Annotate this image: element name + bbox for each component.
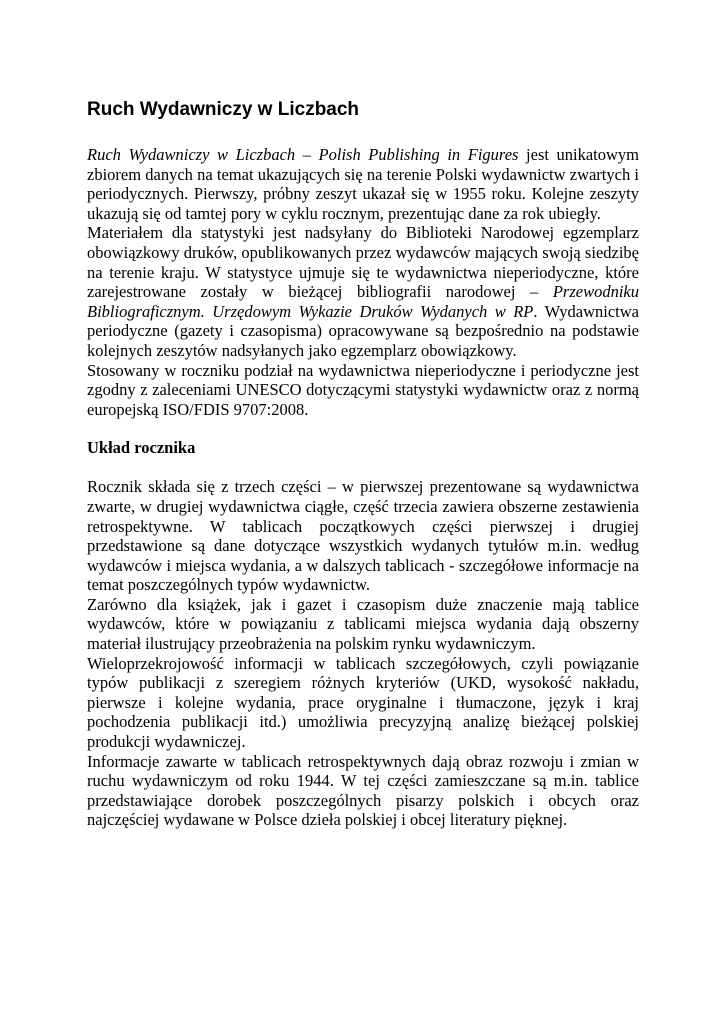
section-heading: Układ rocznika <box>87 438 196 458</box>
document-page <box>87 98 639 830</box>
intro-paragraph-2 <box>87 223 639 360</box>
intro-paragraph-3: Stosowany w roczniku podział na wydawnictwa nieperiodyczne i periodyczne jest zgodny z zaleceniami UNESCO dotyczącymi statystyki wydawnictw oraz z normą europejską ISO/FDIS 9707:2008. <box>87 360 639 419</box>
section-paragraph-2: Zarówno dla książek, jak i gazet i czasopism duże znaczenie mają tablice wydawców, które w powiązaniu z tablicami miejsca wydania dają obszerny materiał ilustrujący przeobrażenia na polskim rynku wydawniczym. <box>87 594 639 654</box>
section-paragraph-4: Informacje zawarte w tablicach retrospektywnych dają obraz rozwoju i zmian w ruchu wydawniczym od roku 1944. W tej części zamieszczane są m.in. tablice przedstawiające dorobek poszczególnych pisarzy polskich i obcych oraz najczęściej wydawane w Polsce dzieła polskiej i obcej literatury pięknej. <box>87 751 639 830</box>
section-paragraph-1: Rocznik składa się z trzech części – w pierwszej prezentowane są wydawnictwa zwarte, w drugiej wydawnictwa ciągłe, część trzecia zawiera obszerne zestawienia retrospektywne. W tablicach początkowych części pierwszej i drugiej przedstawione są dane dotyczące wszystkich wydanych tytułów m.in. według wydawców i miejsca wydania, a w dalszych tablicach - szczegółowe informacje na temat poszczególnych typów wydawnictw. <box>87 477 639 595</box>
intro-paragraph-2-text-before: Materiałem dla statystyki jest nadsyłany do Biblioteki Narodowej egzemplarz obowiązkowy druków, opublikowanych przez wydawców mających swoją siedzibę na terenie kraju. W statystyce ujmuje się te wydawnictwa nieperiodyczne, które zarejestrowane zostały w bieżącej bibliografii narodowej – <box>87 223 639 302</box>
page-title: Ruch Wydawniczy w Liczbach <box>87 99 360 120</box>
section-paragraph-3: Wieloprzekrojowość informacji w tablicach szczegółowych, czyli powiązanie typów publikacji z szeregiem różnych kryteriów (UKD, wysokość nakładu, pierwsze i kolejne wydania, prace oryginalne i tłumaczone, język i kraj pochodzenia publikacji itd.) umożliwia precyzyjną analizę bieżącej polskiej produkcji wydawniczej. <box>87 653 639 752</box>
publication-title-italic: Ruch Wydawniczy w Liczbach – Polish Publishing in Figures <box>87 145 519 164</box>
intro-paragraph-1-text: jest unikatowym zbiorem danych na temat ukazujących się na terenie Polski wydawnictw zwartych i periodycznych. Pierwszy, próbny zeszyt ukazał się w 1955 roku. Kolejne zeszyty ukazują się od tamtej pory w cyklu rocznym, prezentując dane za rok ubiegły. <box>87 145 640 223</box>
intro-paragraph-1 <box>87 145 639 223</box>
intro-paragraph-2-text-after: . Wydawnictwa periodyczne (gazety i czasopisma) opracowywane są bezpośrednio na podstawie kolejnych zeszytów nadsyłanych jako egzemplarz obowiązkowy. <box>87 301 639 360</box>
bibliography-title-italic: Przewodniku Bibliograficznym. Urzędowym Wykazie Druków Wydanych w RP <box>87 282 639 321</box>
